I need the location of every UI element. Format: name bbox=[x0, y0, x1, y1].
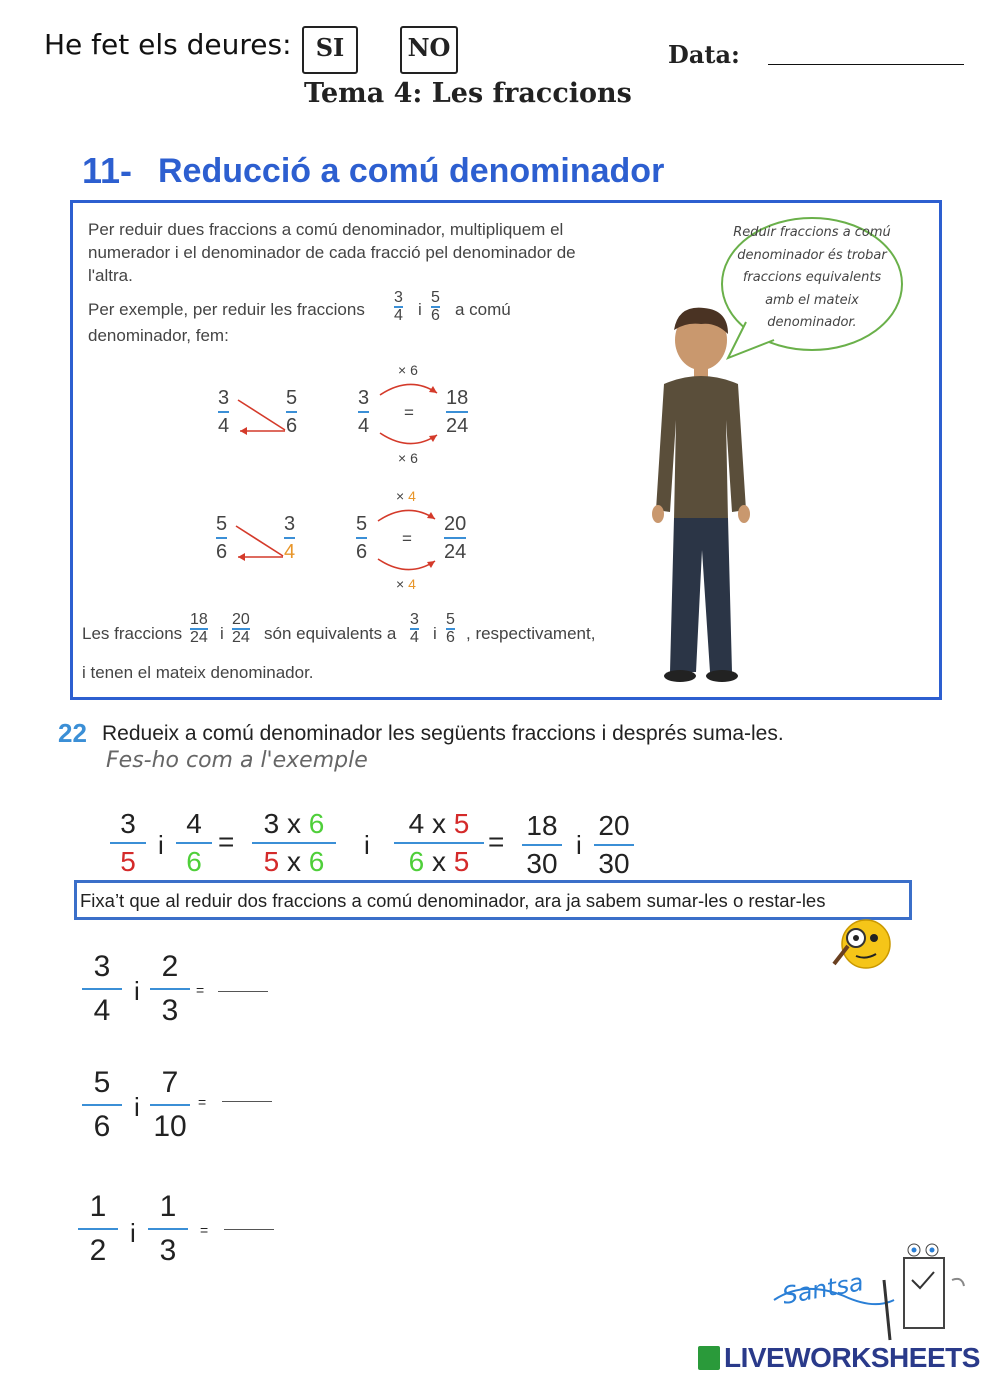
diagram1-curve-arrows bbox=[375, 375, 445, 455]
conclusion-fraction-18-24: 18 24 bbox=[190, 611, 208, 646]
homework-label: He fet els deures: bbox=[44, 28, 292, 61]
cross-arrows-1 bbox=[230, 395, 290, 440]
diagram2-mult-bottom: × 4 bbox=[396, 576, 416, 592]
item3-fraction-b: 1 3 bbox=[148, 1192, 188, 1266]
m1-num-a: 3 bbox=[263, 808, 280, 839]
diagram2-left: 5 6 bbox=[356, 513, 368, 563]
diagram2-fraction-a: 5 6 bbox=[216, 513, 228, 563]
m2-num-x: x bbox=[432, 808, 446, 839]
item3-and: i bbox=[130, 1218, 136, 1248]
item2-equals: = bbox=[198, 1094, 207, 1110]
theory-fraction-3-4: 3 4 bbox=[394, 289, 403, 324]
item3-fraction-a: 1 2 bbox=[78, 1192, 118, 1266]
conclusion-fraction-3-4: 3 4 bbox=[410, 611, 419, 646]
item2-answer-line[interactable] bbox=[222, 1101, 272, 1102]
example-result-1: 18 30 bbox=[522, 812, 562, 878]
m1-den-b: 6 bbox=[308, 846, 325, 877]
conclusion-text-b: són equivalents a bbox=[264, 624, 397, 643]
no-box[interactable]: NO bbox=[400, 26, 458, 74]
diagram2-curve-arrows bbox=[373, 501, 443, 581]
conclusion-and-1: i bbox=[220, 624, 224, 643]
item2-and: i bbox=[134, 1092, 140, 1122]
m2-den-a: 6 bbox=[408, 846, 425, 877]
diagram2-mult-top-value: 4 bbox=[408, 488, 416, 504]
m1-num-x: x bbox=[287, 808, 301, 839]
item1-answer-line[interactable] bbox=[218, 991, 268, 992]
diagram1-fraction-b: 5 6 bbox=[286, 387, 298, 437]
example-equals-2: = bbox=[488, 826, 505, 857]
conclusion-fraction-5-6: 5 6 bbox=[446, 611, 455, 646]
date-line[interactable] bbox=[768, 64, 964, 65]
m1-den-a: 5 bbox=[263, 846, 280, 877]
example-result-2: 20 30 bbox=[594, 812, 634, 878]
item3-answer-line[interactable] bbox=[224, 1229, 274, 1230]
theory-example-text-2: a comú bbox=[455, 300, 511, 319]
boy-illustration bbox=[646, 300, 756, 685]
conclusion-text-c: , respectivament, bbox=[466, 624, 596, 643]
diagram2-mult-top: × 4 bbox=[396, 488, 416, 504]
m2-num-a: 4 bbox=[408, 808, 425, 839]
signature-text: Santsa bbox=[780, 1268, 866, 1310]
topic-title: Tema 4: Les fraccions bbox=[304, 78, 632, 109]
date-label: Data: bbox=[668, 40, 740, 69]
theory-fraction-5-6: 5 6 bbox=[431, 289, 440, 324]
note-text: Fixa’t que al reduir dos fraccions a comú denominador, ara ja sabem sumar-les o restar-les bbox=[80, 890, 826, 911]
conclusion-text-d: i tenen el mateix denominador. bbox=[82, 663, 314, 682]
m1-den-x: x bbox=[287, 846, 301, 877]
speech-bubble-text: Reduir fraccions a comú denominador és trobar fraccions equivalents amb el mateix denominador. bbox=[733, 225, 891, 330]
theory-paragraph-1: Per reduir dues fraccions a comú denominador, multipliquem el numerador i el denominador de cada fracció pel denominador de l'altra. bbox=[88, 220, 576, 285]
signature-drawing bbox=[764, 1240, 984, 1350]
diagram1-mult-bottom: × 6 bbox=[398, 450, 418, 466]
example-multiplied-2 bbox=[394, 810, 484, 876]
m1-num-b: 6 bbox=[308, 808, 325, 839]
diagram2-mult-bottom-value: 4 bbox=[408, 576, 416, 592]
m2-den-x: x bbox=[432, 846, 446, 877]
footer-brand[interactable]: LIVEWORKSHEETS bbox=[724, 1342, 980, 1373]
section-title: Reducció a comú denominador bbox=[158, 152, 665, 190]
diagram1-left: 3 4 bbox=[358, 387, 370, 437]
exercise-number: 22 bbox=[58, 718, 87, 748]
yes-box[interactable]: SI bbox=[302, 26, 358, 74]
example-and-2: i bbox=[364, 830, 370, 860]
diagram2-equals: = bbox=[402, 529, 412, 548]
theory-example-text-3: denominador, fem: bbox=[88, 326, 229, 345]
exercise-instruction: Redueix a comú denominador les següents fraccions i després suma-les. bbox=[102, 722, 784, 745]
item1-equals: = bbox=[196, 982, 205, 998]
item2-fraction-b: 7 10 bbox=[150, 1068, 190, 1142]
example-fraction-b: 4 6 bbox=[176, 810, 212, 876]
m2-num-b: 5 bbox=[453, 808, 470, 839]
cross-arrows-2 bbox=[228, 521, 288, 566]
item1-fraction-a: 3 4 bbox=[82, 952, 122, 1026]
m2-den-b: 5 bbox=[453, 846, 470, 877]
item3-equals: = bbox=[200, 1222, 209, 1238]
diagram1-fraction-a: 3 4 bbox=[218, 387, 230, 437]
theory-and: i bbox=[418, 300, 422, 319]
item2-fraction-a: 5 6 bbox=[82, 1068, 122, 1142]
conclusion-and-2: i bbox=[433, 624, 437, 643]
thinking-emoji-icon bbox=[826, 912, 896, 972]
example-equals-1: = bbox=[218, 826, 235, 857]
conclusion-fraction-20-24: 20 24 bbox=[232, 611, 250, 646]
handwritten-hint: Fes-ho com a l'exemple bbox=[106, 748, 368, 773]
conclusion-text-a: Les fraccions bbox=[82, 624, 183, 643]
diagram1-result: 18 24 bbox=[446, 387, 469, 437]
diagram2-fraction-b: 3 4 bbox=[284, 513, 296, 563]
item1-fraction-b: 2 3 bbox=[150, 952, 190, 1026]
section-number: 11- bbox=[82, 150, 133, 191]
example-multiplied-1 bbox=[252, 810, 336, 876]
theory-example-text: Per exemple, per reduir les fraccions bbox=[88, 300, 365, 319]
item1-and: i bbox=[134, 976, 140, 1006]
diagram2-result: 20 24 bbox=[444, 513, 467, 563]
diagram1-equals: = bbox=[404, 403, 414, 422]
example-and-1: i bbox=[158, 830, 164, 860]
liveworksheets-logo-icon bbox=[698, 1346, 720, 1370]
example-fraction-a: 3 5 bbox=[110, 810, 146, 876]
example-and-3: i bbox=[576, 830, 582, 860]
diagram1-mult-top: × 6 bbox=[398, 362, 418, 378]
